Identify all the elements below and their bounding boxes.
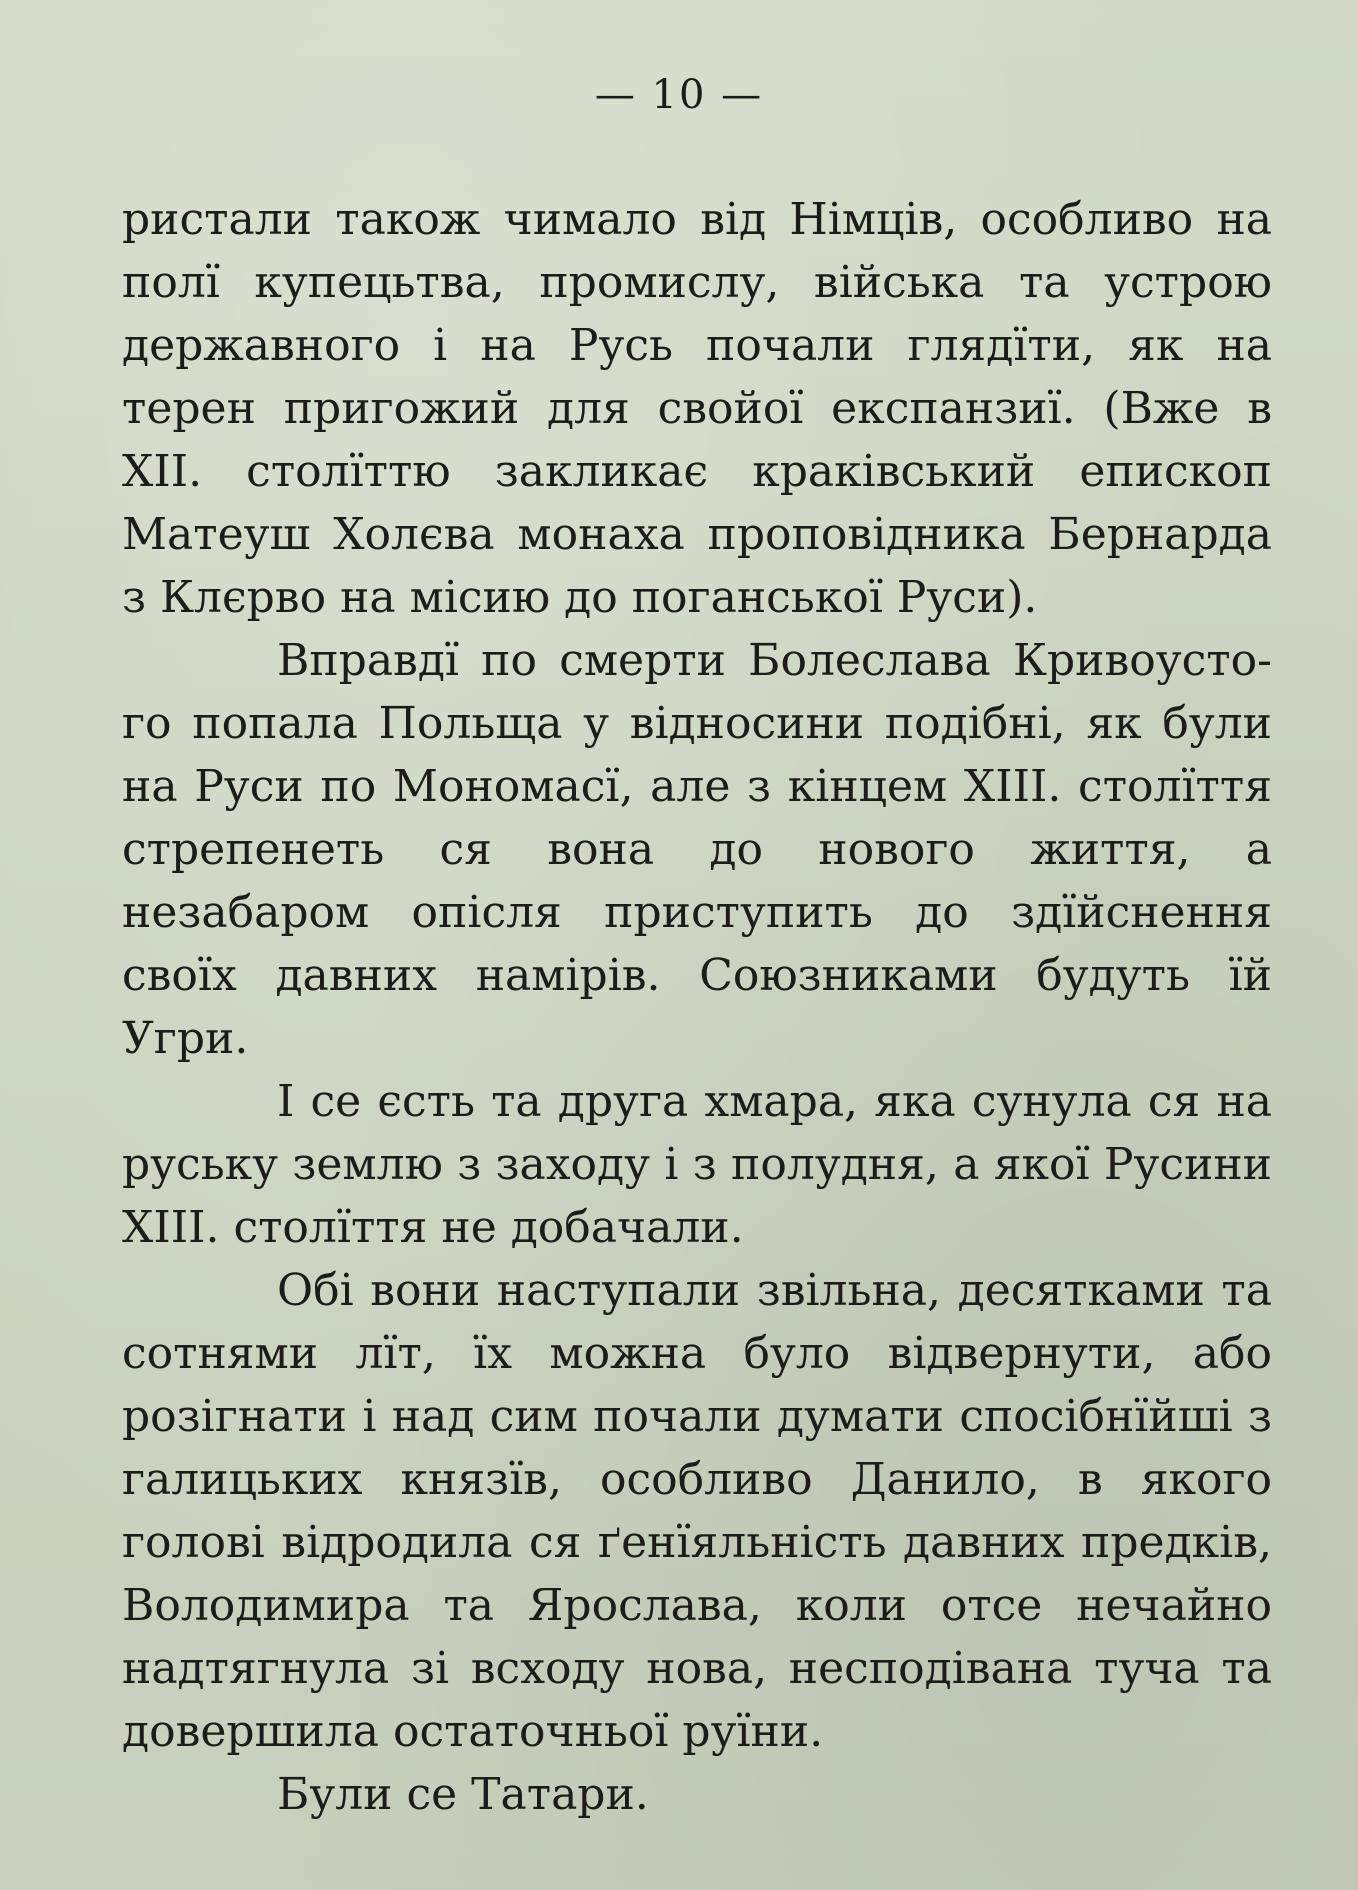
page-number: — 10 — — [594, 72, 764, 118]
paragraph-5: Були се Татари. — [277, 1769, 649, 1820]
paragraph-3: І се єсть та друга хмара, яка сунула ся на руську землю з заходу і з полудня, а якої Русини XIII. столїття не добачали. — [122, 1076, 1272, 1253]
paragraph-2: Вправдї по смерти Болеслава Кривоустого попала Польща у відносини подібні, як були на Руси по Мономасї, але з кінцем XIII. столїття стрепенеть ся вона до нового життя, а незабаром опісля приступить до здїйснення своїх давних намірів. Союзниками будуть їй Угри. — [122, 635, 1272, 1064]
text-body — [122, 188, 1272, 1826]
paragraph-1: ристали також чимало від Німців, особливо на полї купецьтва, промислу, війська та устрою державного і на Русь почали глядїти, як на терен пригожий для свойої експанзиї. (Вже в XII. столїттю закликає краківський епископ Матеуш Холєва монаха проповідника Бернарда з Клєрво на місию до поганської Руси). — [122, 194, 1272, 623]
paragraph-4: Обі вони наступали звільна, десятками та сотнями лїт, їх можна було відвернути, або розігнати і над сим почали думати спосібнїйші з галицьких князїв, особливо Данило, в якого голові відродила ся ґенїяльність давних предків, Володимира та Ярослава, коли отсе нечайно надтягнула зі всходу нова, несподівана туча та довершила остаточньої руїни. — [122, 1265, 1272, 1757]
